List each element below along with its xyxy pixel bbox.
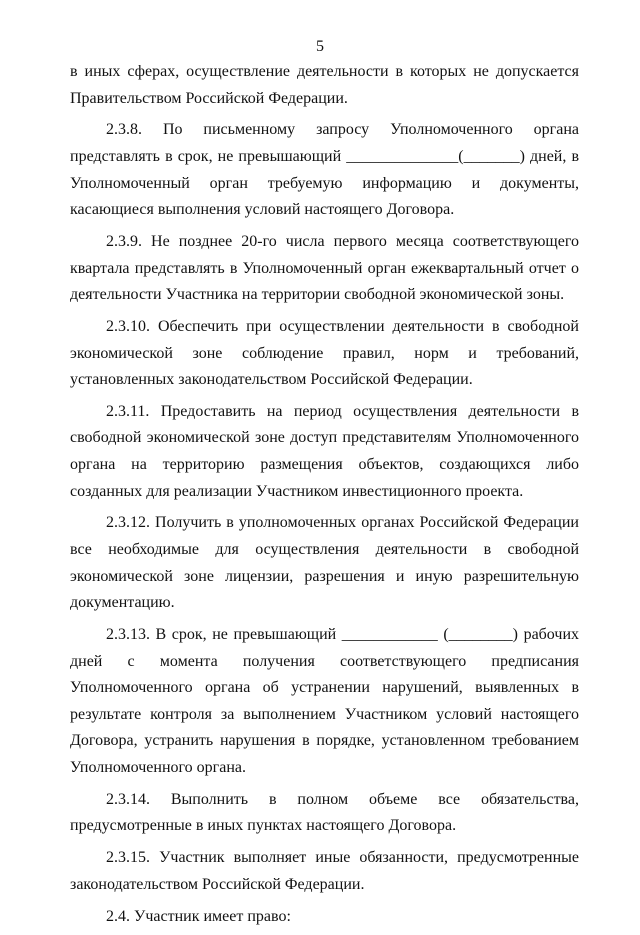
text-line: 2.3.10. Обеспечить при осуществлении деятельности в свободной — [106, 317, 579, 335]
document-body — [70, 59, 579, 935]
text-line: законодательством Российской Федерации. — [70, 875, 365, 893]
text-line: 2.3.15. Участник выполняет иные обязанности, предусмотренные — [106, 849, 579, 867]
text-line: 2.3.13. В срок, не превышающий ____________ (________) рабочих дней — [70, 626, 579, 670]
paragraph-2-3-15 — [70, 845, 579, 898]
text-line: настоящего Договора. — [304, 201, 455, 219]
text-line: зоне лицензии, разрешения и иную разрешительную документацию. — [70, 567, 579, 612]
text-line: 2.3.8. По письменному запросу Уполномоченного органа представлять — [70, 121, 579, 165]
text-line: в иных сферах, осуществление деятельности в которых не допускается — [70, 63, 579, 80]
text-line: 2.3.11. Предоставить на период осуществления деятельности — [106, 402, 561, 420]
text-line: органа об устранении нарушений, выявленных в результате контроля — [70, 679, 580, 723]
paragraph-2-3-10 — [70, 314, 579, 394]
text-line: 2.4. Участник имеет право: — [106, 907, 291, 925]
text-line: Участника на территории свободной экономической зоны. — [165, 286, 565, 304]
text-line: органа на территорию размещения объектов, создающихся либо созданных — [70, 456, 579, 500]
text-line: 2.3.9. Не позднее 20-го числа первого месяца соответствующего квартала — [70, 232, 579, 277]
text-line: необходимые для осуществления деятельности в свободной экономической — [70, 541, 580, 585]
paragraph-2-3-11 — [70, 399, 579, 505]
text-line: 2.3.12. Получить в уполномоченных органах Российской Федерации все — [70, 514, 579, 559]
text-line: орган требуемую информацию и документы, касающиеся выполнения условий — [70, 174, 580, 219]
page-number: 5 — [316, 38, 324, 55]
paragraph-continuation — [70, 59, 579, 112]
text-line: представлять в Уполномоченный орган ежеквартальный отчет о деятельности — [70, 259, 580, 304]
text-line: за выполнением Участником условий настоящего Договора, устранить — [70, 705, 579, 750]
paragraph-2-3-8 — [70, 117, 579, 223]
text-line: законодательством Российской Федерации. — [178, 371, 473, 389]
text-line: нарушения в порядке, установленном требованием Уполномоченного органа. — [70, 732, 579, 776]
text-line: Правительством Российской Федерации. — [70, 89, 348, 107]
text-line: 2.3.14. Выполнить в полном объеме все обязательства, предусмотренные — [70, 790, 579, 835]
paragraph-2-3-9 — [70, 229, 579, 309]
paragraph-2-3-14 — [70, 787, 579, 840]
text-line: экономической зоне соблюдение правил, норм и требований, установленных — [70, 344, 579, 389]
text-line: в свободной экономической зоне доступ представителям Уполномоченного — [70, 402, 579, 447]
paragraph-2-3-12 — [70, 510, 579, 616]
text-line: с момента получения соответствующего предписания Уполномоченного — [70, 652, 579, 697]
paragraph-2-3-13 — [70, 622, 579, 782]
text-line: в иных пунктах настоящего Договора. — [195, 817, 457, 835]
paragraph-2-4 — [70, 904, 579, 931]
text-line: в срок, не превышающий ______________(_______) дней, в Уполномоченный — [70, 147, 580, 192]
text-line: для реализации Участником инвестиционного проекта. — [146, 482, 524, 500]
